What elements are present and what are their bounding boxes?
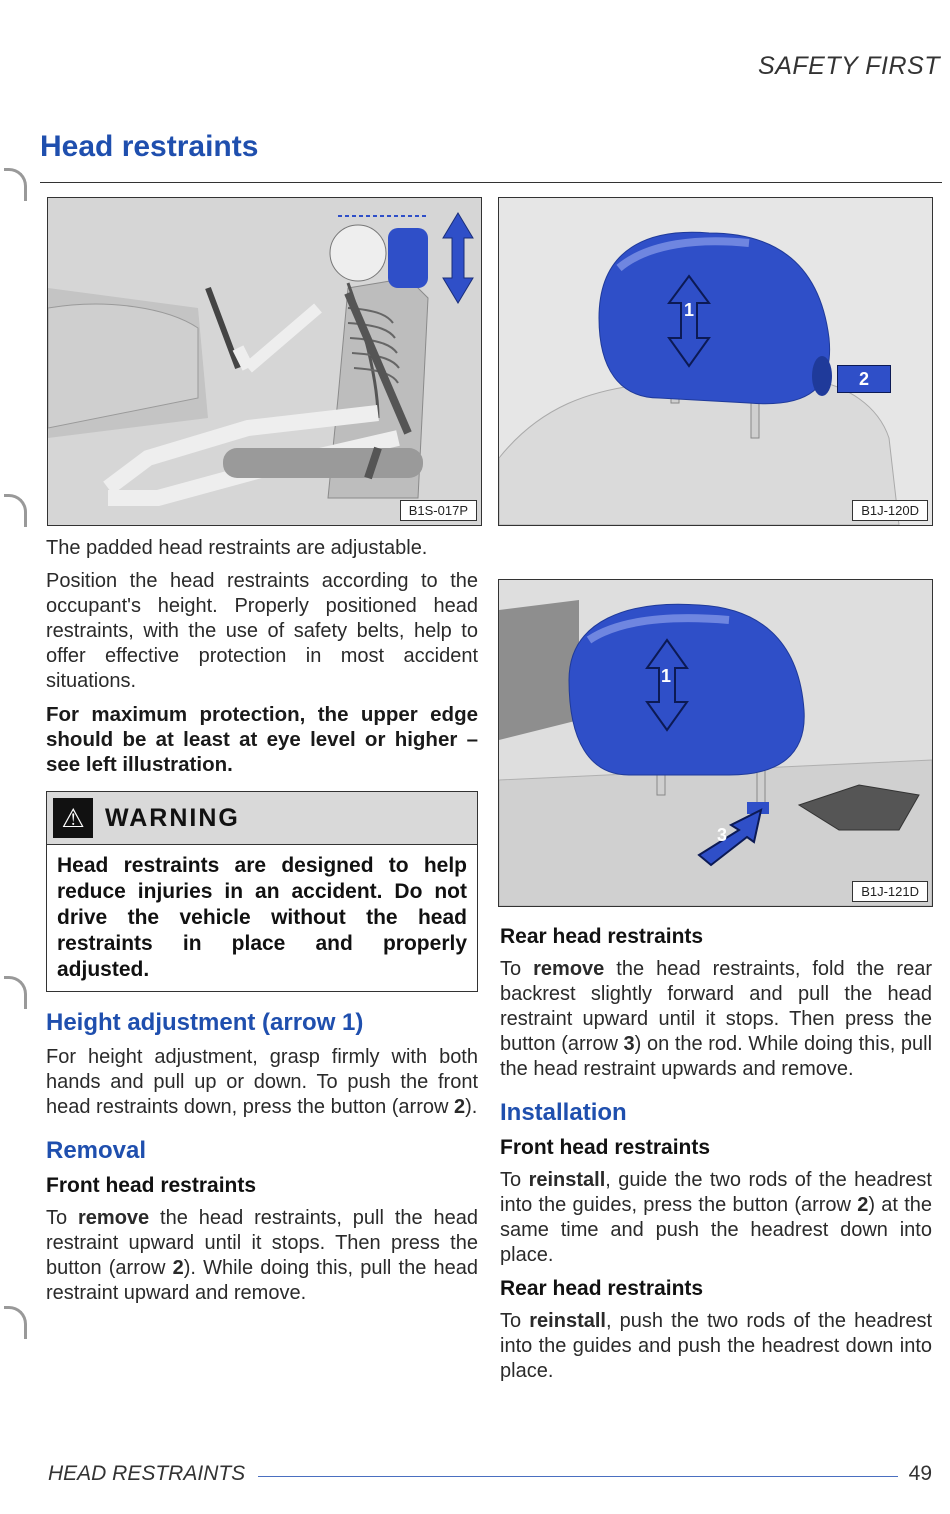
text-run: To — [46, 1207, 79, 1229]
text-run: , push the two rods of the headrest into the guides and push the headrest down into place. — [500, 1310, 932, 1382]
rear-head-restraint-illustration — [499, 580, 932, 906]
arrow-number-label: 1 — [683, 300, 694, 320]
keyword: remove — [533, 958, 605, 980]
keyword: reinstall — [529, 1310, 606, 1332]
keyword: reinstall — [528, 1169, 606, 1191]
page-number: 49 — [908, 1462, 932, 1485]
text-run: the head restraints, fold the rear backrest slightly forward and pull the head restraint upward until it stops. Then press the button (arrow — [500, 958, 932, 1055]
warning-triangle-icon: ⚠ — [53, 798, 93, 838]
front-removal-text — [46, 1206, 478, 1306]
left-column — [46, 536, 478, 1314]
right-column — [500, 918, 932, 1392]
text-run: For height adjustment, grasp firmly with both hands and pull up or down. To push the front head restraints down, press the button (arrow — [46, 1046, 478, 1118]
arrow-number-label: 1 — [660, 666, 671, 686]
front-head-restraint-illustration — [499, 198, 932, 525]
text-run: , guide the two rods of the headrest into the guides, press the button (arrow — [500, 1169, 932, 1216]
warning-title: WARNING — [105, 803, 240, 832]
figure-code: B1S-017P — [400, 500, 477, 521]
arrow-ref: 3 — [623, 1033, 635, 1055]
arrow-ref: 2 — [857, 1194, 869, 1216]
section-label: SAFETY FIRST — [758, 52, 940, 80]
rear-install-text — [500, 1309, 932, 1384]
figure-code: B1J-121D — [852, 881, 928, 902]
arrow-number-label: 2 — [837, 365, 891, 393]
text-run: ) on the rod. While doing this, pull the head restraint upwards and remove. — [500, 1033, 933, 1080]
footer-chapter: HEAD RESTRAINTS — [48, 1462, 246, 1485]
rear-removal-text — [500, 957, 932, 1082]
text-run: ). While doing this, pull the head restraint upward and remove. — [46, 1257, 478, 1304]
text-run: To — [500, 958, 534, 980]
arrow-number-label: 3 — [716, 825, 727, 845]
title-divider — [40, 182, 942, 183]
figure-rear-head-restraint — [498, 579, 933, 907]
footer-rule — [258, 1476, 898, 1477]
front-removal-subheading: Front head restraints — [46, 1174, 257, 1197]
warning-box — [46, 791, 478, 992]
text-run: the head restraints, pull the head restraint upward until it stops. Then press the button (arrow — [46, 1207, 478, 1279]
installation-heading: Installation — [500, 1099, 627, 1126]
front-install-text — [500, 1168, 932, 1268]
removal-heading: Removal — [46, 1137, 147, 1164]
binder-hole-mark — [4, 1306, 27, 1339]
binder-hole-mark — [4, 494, 27, 527]
text-run: ) at the same time and push the headrest down into place. — [500, 1194, 932, 1266]
intro-paragraph: The padded head restraints are adjustable. — [46, 537, 428, 559]
figure-front-head-restraint — [498, 197, 933, 526]
warning-text: Head restraints are designed to help reduce injuries in an accident. Do not drive the vehicle without the head restraints in place and properly adjusted. — [57, 854, 467, 981]
arrow-ref: 2 — [454, 1096, 466, 1118]
arrow-ref: 2 — [172, 1257, 184, 1279]
figure-code: B1J-120D — [852, 500, 928, 521]
driver-skeleton-illustration — [48, 198, 481, 525]
rear-removal-subheading: Rear head restraints — [500, 925, 704, 948]
binder-hole-mark — [4, 168, 27, 201]
height-adjustment-text — [46, 1045, 478, 1120]
binder-hole-mark — [4, 976, 27, 1009]
warning-header — [47, 792, 477, 845]
rear-install-subheading: Rear head restraints — [500, 1277, 704, 1300]
page-title: Head restraints — [40, 130, 259, 163]
positioning-paragraph: Position the head restraints according to the occupant's height. Properly positioned head restraints, with the use of safety belts, help to offer effective protection in most accident situations. — [46, 570, 478, 692]
text-run: ). — [465, 1096, 478, 1118]
front-install-subheading: Front head restraints — [500, 1136, 711, 1159]
figure-driver-position — [47, 197, 482, 526]
text-run: To — [500, 1310, 530, 1332]
text-run: To — [500, 1169, 529, 1191]
height-adjustment-heading: Height adjustment (arrow 1) — [46, 1009, 364, 1036]
eye-level-note: For maximum protection, the upper edge should be at least at eye level or higher – see left illustration. — [46, 703, 478, 776]
keyword: remove — [78, 1207, 150, 1229]
